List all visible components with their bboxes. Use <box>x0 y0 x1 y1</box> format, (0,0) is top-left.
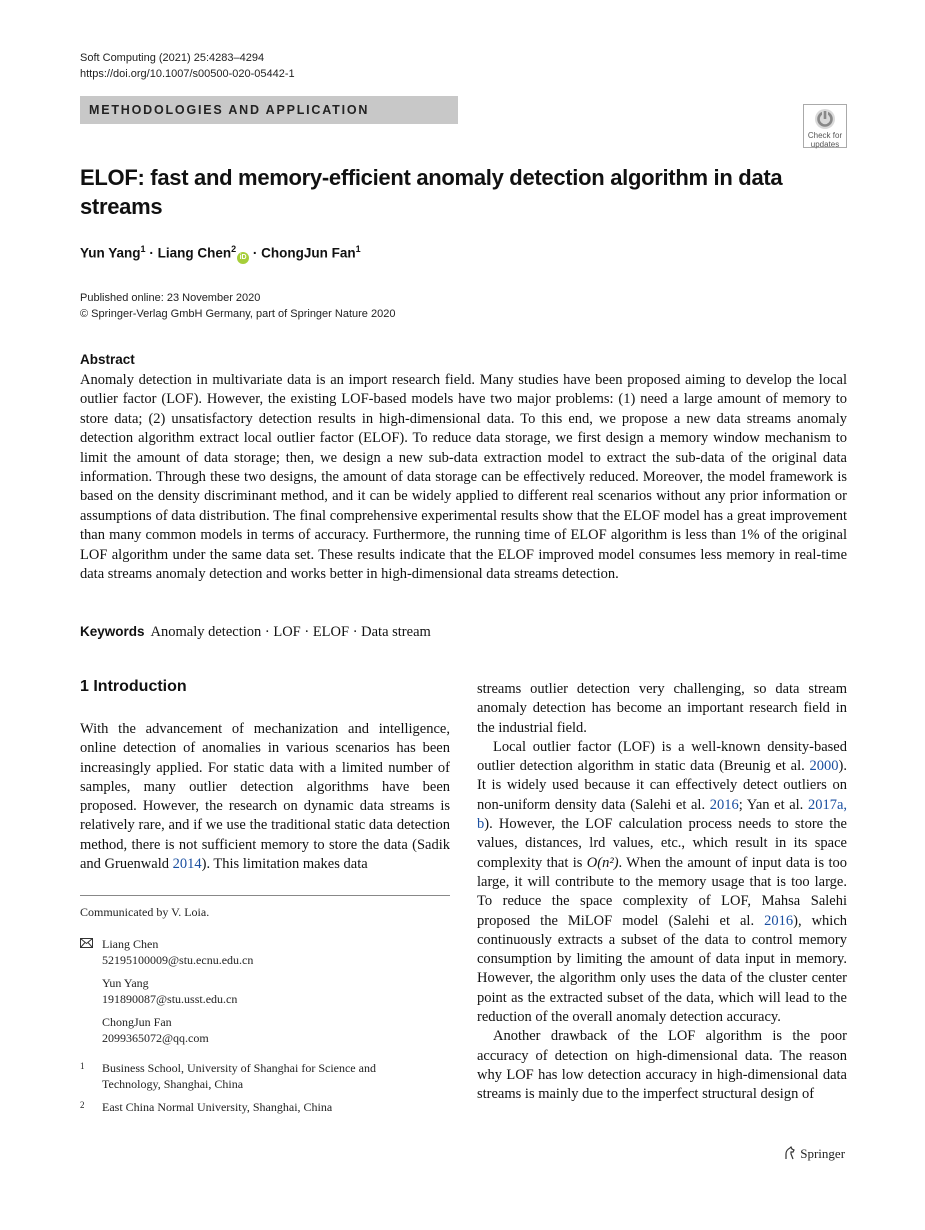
publisher-name: Springer <box>800 1146 846 1161</box>
contact-email[interactable]: 2099365072@qq.com <box>102 1031 209 1045</box>
text-run: . When the amount of input data is too large, it will contribute to the memory usage that is too large. To reduce the space complexity of LOF, Mahsa Salehi proposed the MiLOF model (Salehi et al. <box>477 854 847 929</box>
section-heading-introduction: 1 Introduction <box>80 678 187 695</box>
copyright-notice: © Springer-Verlag GmbH Germany, part of Springer Nature 2020 <box>80 308 396 320</box>
author-name[interactable]: Yun Yang <box>80 245 141 261</box>
publisher-logo <box>783 1146 845 1162</box>
doi-link[interactable]: https://doi.org/10.1007/s00500-020-05442-1 <box>80 68 295 80</box>
intro-paragraph-continued: streams outlier detection very challenging, so data stream anomaly detection has become an important research field in the industrial field. <box>477 681 847 736</box>
envelope-icon <box>80 938 93 948</box>
left-column <box>80 720 450 874</box>
math-expression: O(n²) <box>586 854 619 871</box>
contact-email[interactable]: 191890087@stu.usst.edu.cn <box>102 992 238 1006</box>
affiliation-text: East China Normal University, Shanghai, China <box>102 1100 333 1114</box>
author-separator: · <box>252 245 258 261</box>
text-run: With the advancement of mechanization and intelligence, online detection of anomalies in various scenarios has been increasingly applied. For static data with a limited number of samples, many outlier detection algorithms have been proposed. However, the research on dynamic data streams is relatively rare, and if we use the traditional static data detection method, there is not sufficient memory to store the data (Sadik and Gruenwald <box>80 721 450 873</box>
text-run: ). This limitation makes data <box>201 856 368 873</box>
affiliation-text: Business School, University of Shanghai for Science and <box>102 1061 376 1075</box>
springer-horse-icon <box>783 1146 797 1160</box>
check-for-updates-badge[interactable] <box>803 104 847 148</box>
affiliation-number: 2 <box>80 1100 85 1110</box>
citation-link[interactable]: 2016 <box>709 796 739 813</box>
contact-name: ChongJun Fan <box>102 1015 172 1029</box>
author-affiliation-mark: 1 <box>140 244 146 254</box>
contact-name: Liang Chen <box>102 937 159 951</box>
keywords-text: Anomaly detection · LOF · ELOF · Data stream <box>150 624 431 640</box>
lof-paragraph <box>477 738 847 1027</box>
check-updates-icon <box>814 108 836 130</box>
check-updates-line1: Check for <box>807 131 843 140</box>
footnote-rule <box>80 895 450 896</box>
author-name[interactable]: ChongJun Fan <box>261 245 356 261</box>
citation-link[interactable]: 2014 <box>172 856 202 873</box>
affiliation-text: Technology, Shanghai, China <box>102 1077 244 1091</box>
check-updates-line2: updates <box>810 140 840 149</box>
citation-link[interactable]: 2016 <box>764 912 794 929</box>
paper-title: ELOF: fast and memory-efficient anomaly detection algorithm in data streams <box>80 165 783 219</box>
author-affiliation-mark: 2 <box>231 244 237 254</box>
author-list <box>80 244 361 264</box>
orcid-icon[interactable]: iD <box>237 252 249 264</box>
abstract-text: Anomaly detection in multivariate data is an import research field. Many studies have been proposed aiming to develop the local outlier factor (LOF). However, the existing LOF-based models have two major problems: (1) need a large amount of memory to store data; (2) unsatisfactory detection results in high-dimensional data. To this end, we propose a new data streams anomaly detection algorithm extract local outlier factor (ELOF). To reduce data storage, we first design a memory window mechanism to limit the amount of data storage; then, we design a new sub-data extraction model to extract the sub-data of the original data information. Through these two designs, the amount of data storage can be effectively reduced. Moreover, the model framework is based on the density discriminant method, and it can be widely applied to different real scenarios without any prior information or assumptions of data distribution. The final comprehensive experimental results show that the ELOF model has a great improvement than many common models in terms of accuracy. Furthermore, the running time of ELOF algorithm is less than 1% of the original LOF algorithm under the same data set. These results indicate that the ELOF improved model consumes less memory in real-time data streams anomaly detection and works better in high-dimensional data streams detection. <box>80 372 847 583</box>
keywords-label: Keywords <box>80 624 145 639</box>
author-affiliation-mark: 1 <box>355 244 361 254</box>
text-run: ), which continuously extracts a subset of the data to control memory consumption by limiting the amount of data input in memory. However, the algorithm only uses the data of the cluster center point as the extracted subset of the data, which will lead to the reduction of the overall anomaly detection accuracy. <box>477 912 848 1026</box>
contact-email[interactable]: 52195100009@stu.ecnu.edu.cn <box>102 953 254 967</box>
author-separator: · <box>149 245 154 261</box>
abstract-heading: Abstract <box>80 352 135 367</box>
category-banner: METHODOLOGIES AND APPLICATION <box>80 96 458 124</box>
author-name[interactable]: Liang Chen <box>157 245 232 261</box>
drawback-paragraph: Another drawback of the LOF algorithm is the poor accuracy of detection on high-dimensional data. The reason why LOF has low detection accuracy in high-dimensional data streams is mainly due to the imperfect structural design of <box>477 1028 847 1103</box>
right-column <box>477 680 847 1105</box>
published-date: Published online: 23 November 2020 <box>80 292 261 304</box>
intro-paragraph <box>80 720 450 874</box>
text-run: ; Yan et al. <box>738 796 808 813</box>
citation-link[interactable]: 2000 <box>809 758 839 775</box>
citation-link[interactable]: 2017a, b <box>477 796 847 833</box>
text-run: ). It is widely used because it can effectively detect outliers on non-uniform density data (Salehi et al. <box>477 758 847 813</box>
text-run: ). However, the LOF calculation process needs to store the values, distances, lrd values, etc., which result in its space complexity that is <box>477 816 847 871</box>
text-run: Local outlier factor (LOF) is a well-known density-based outlier detection algorithm in static data (Breunig et al. <box>477 738 847 775</box>
contact-name: Yun Yang <box>102 976 149 990</box>
journal-citation: Soft Computing (2021) 25:4283–4294 <box>80 52 265 64</box>
affiliation-number: 1 <box>80 1061 85 1071</box>
communicated-by: Communicated by V. Loia. <box>80 905 210 919</box>
keywords-line <box>80 624 431 641</box>
